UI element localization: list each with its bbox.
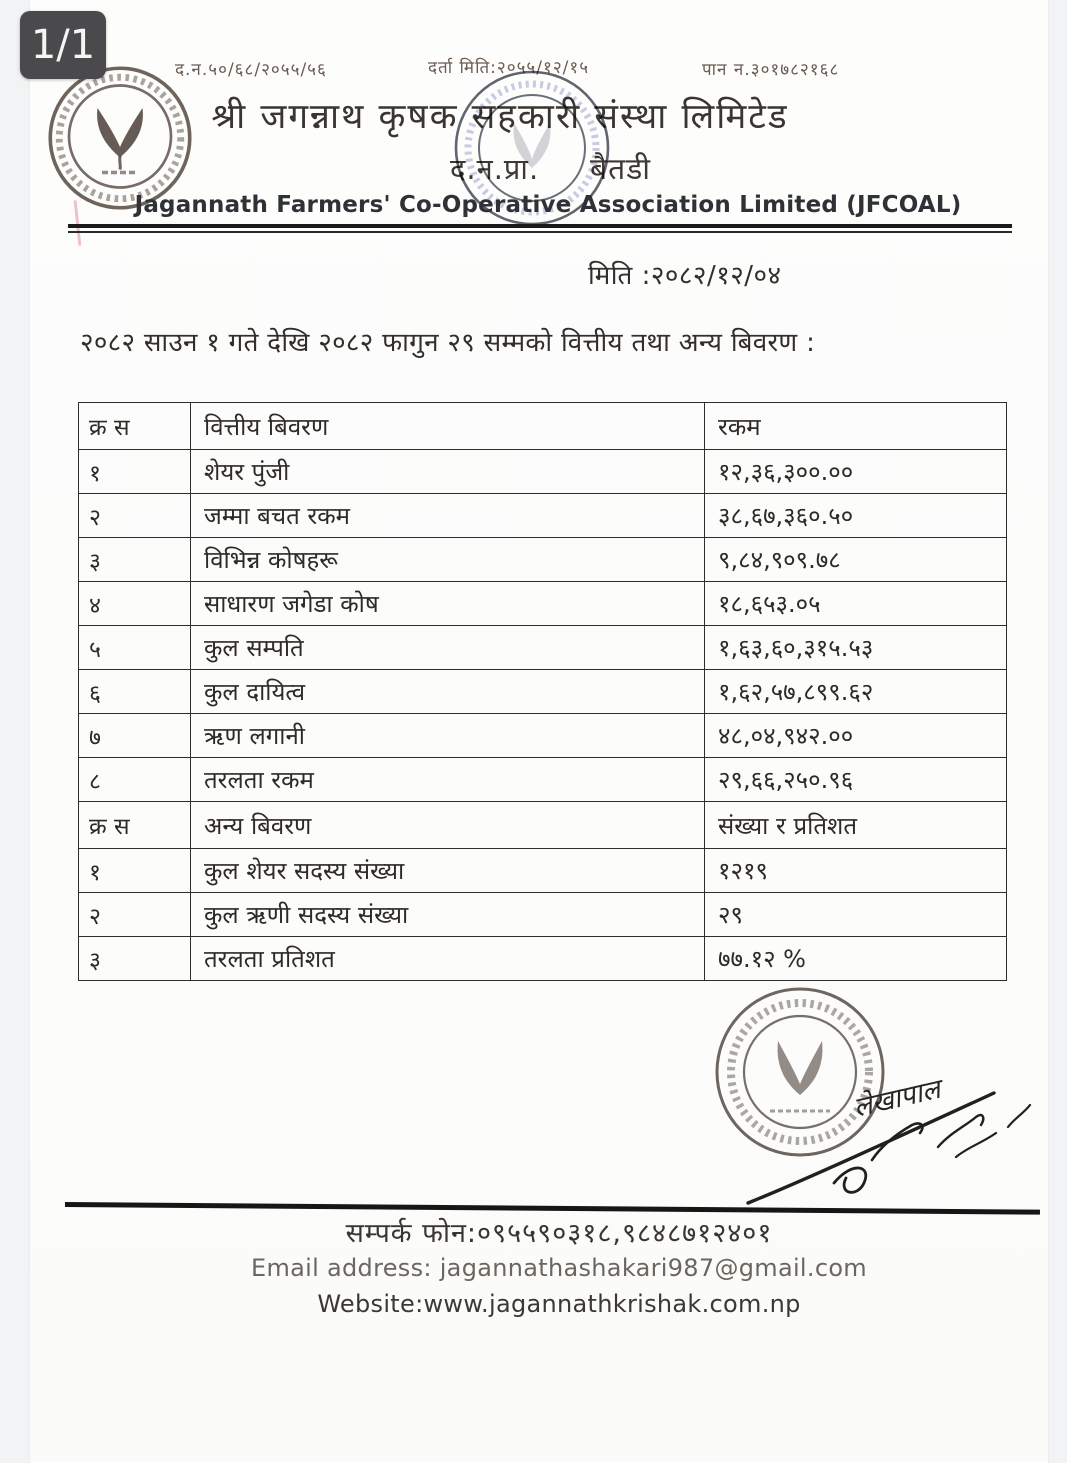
document-date: मिति :२०८२/१२/०४ xyxy=(588,261,782,291)
contact-phone: सम्पर्क फोन:०९५५९०३१८,९८४८७१२४०१ xyxy=(345,1218,773,1249)
table-row: ४ साधारण जगेडा कोष १८,६५३.०५ xyxy=(79,582,1007,626)
table-row: ७ ऋण लगानी ४८,०४,९४२.०० xyxy=(79,714,1007,758)
org-location: बैतडी xyxy=(590,152,652,187)
pan-number: पान न.३०१७८२१६८ xyxy=(702,60,840,80)
intro-line: २०८२ साउन १ गते देखि २०८२ फागुन २९ सम्मको वित्तीय तथा अन्य बिवरण : xyxy=(80,328,816,358)
table-row: १ कुल शेयर सदस्य संख्या १२१९ xyxy=(79,849,1007,893)
signature-label: लेखापाल xyxy=(850,1073,944,1124)
registration-number: द.न.५०/६८/२०५५/५६ xyxy=(175,60,327,80)
org-name-english: Jagannath Farmers' Co-Operative Association Limited (JFCOAL) xyxy=(134,192,962,218)
registration-date: दर्ता मिति:२०५५/१२/१५ xyxy=(428,58,590,78)
col-header-desc: वित्तीय बिवरण xyxy=(191,403,705,450)
table-row: २ कुल ऋणी सदस्य संख्या २९ xyxy=(79,893,1007,937)
contact-website: Website:www.jagannathkrishak.com.np xyxy=(317,1290,801,1318)
financial-table xyxy=(78,402,1007,981)
page-indicator-badge: 1/1 xyxy=(20,11,106,79)
table-row: २ जम्मा बचत रकम ३८,६७,३६०.५० xyxy=(79,494,1007,538)
contact-email: Email address: jagannathashakari987@gmail.com xyxy=(251,1254,867,1282)
document-page xyxy=(30,0,1048,1463)
table-row: १ शेयर पुंजी १२,३६,३००.०० xyxy=(79,450,1007,494)
table-row: ३ विभिन्न कोषहरू ९,८४,९०९.७८ xyxy=(79,538,1007,582)
col-header-sn: क्र स xyxy=(79,403,191,450)
header-divider xyxy=(68,224,1012,233)
table-section-header-row: क्र स अन्य बिवरण संख्या र प्रतिशत xyxy=(79,802,1007,849)
table-row: ५ कुल सम्पति १,६३,६०,३१५.५३ xyxy=(79,626,1007,670)
org-name-nepali: श्री जगन्नाथ कृषक सहकारी संस्था लिमिटेड xyxy=(211,97,789,137)
table-row: ३ तरलता प्रतिशत ७७.१२ % xyxy=(79,937,1007,981)
col-header-amount: रकम xyxy=(705,403,1007,450)
table-row: ८ तरलता रकम २९,६६,२५०.९६ xyxy=(79,758,1007,802)
stamp-line-left: द.न.प्रा. xyxy=(450,152,540,186)
table-header-row xyxy=(79,403,1007,450)
table-row: ६ कुल दायित्व १,६२,५७,८९९.६२ xyxy=(79,670,1007,714)
round-seal-stamp-signature xyxy=(620,975,1060,1210)
